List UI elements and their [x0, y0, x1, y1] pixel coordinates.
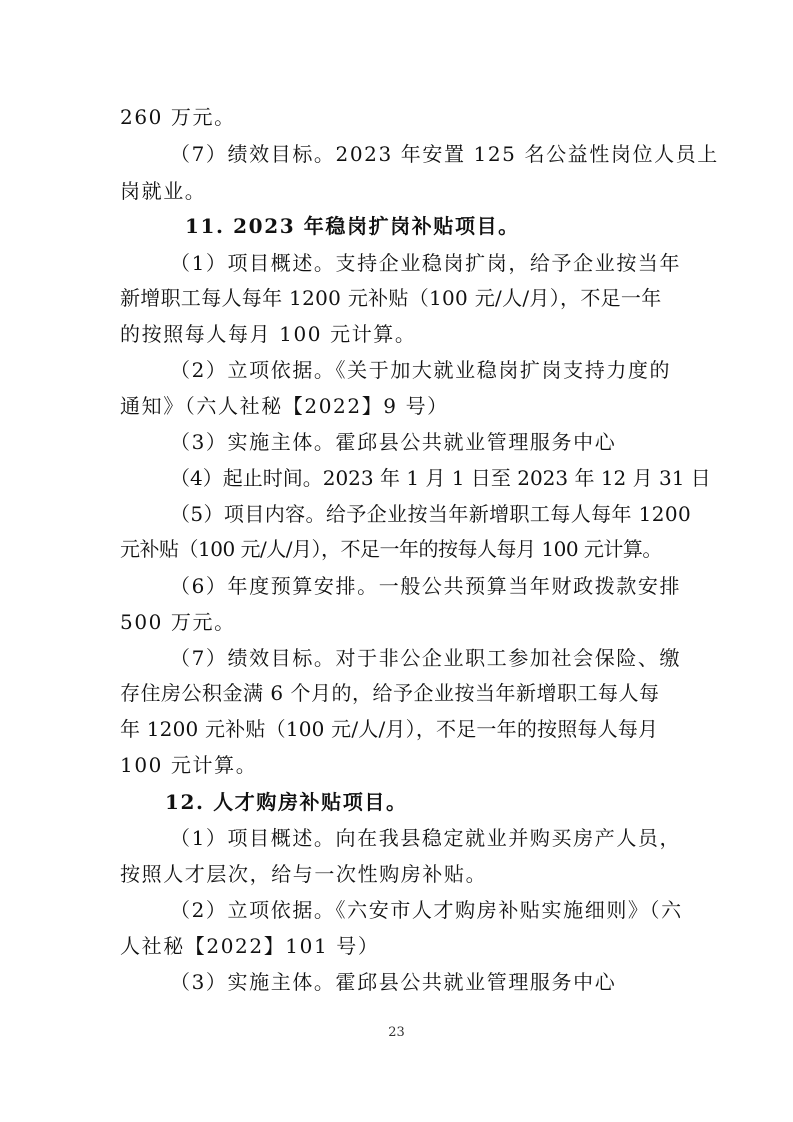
- text-line: 500 万元。: [120, 610, 236, 634]
- text-line: 年 1200 元补贴（100 元/人/月），不足一年的按照每人每月: [120, 717, 659, 741]
- text-line: 人社秘【2022】101 号）: [120, 934, 380, 958]
- text-line: （4）起止时间。2023 年 1 月 1 日至 2023 年 12 月 31 日: [170, 466, 711, 490]
- text-line: （7）绩效目标。对于非公企业职工参加社会保险、缴: [170, 646, 682, 670]
- text-line: （1）项目概述。向在我县稳定就业并购买房产人员，: [170, 826, 682, 850]
- text-line: （2）立项依据。《关于加大就业稳岗扩岗支持力度的: [170, 358, 672, 382]
- text-line: 存住房公积金满 6 个月的，给予企业按当年新增职工每人每: [120, 681, 660, 705]
- text-line: 按照人才层次，给与一次性购房补贴。: [120, 862, 488, 886]
- section-heading: 12. 人才购房补贴项目。: [165, 790, 408, 814]
- text-line: （1）项目概述。支持企业稳岗扩岗，给予企业按当年: [170, 251, 682, 275]
- text-line: （7）绩效目标。2023 年安置 125 名公益性岗位人员上: [170, 142, 719, 166]
- text-line: （3）实施主体。霍邱县公共就业管理服务中心: [170, 970, 617, 994]
- text-line: 岗就业。: [120, 179, 207, 203]
- text-line: （2）立项依据。《六安市人才购房补贴实施细则》（六: [170, 898, 683, 922]
- text-line: 260 万元。: [120, 105, 236, 129]
- text-line: 新增职工每人每年 1200 元补贴（100 元/人/月），不足一年: [120, 286, 662, 310]
- page-number: 23: [388, 1025, 405, 1040]
- text-line: （6）年度预算安排。一般公共预算当年财政拨款安排: [170, 574, 682, 598]
- text-line: （5）项目内容。给予企业按当年新增职工每人每年 1200: [170, 502, 692, 526]
- text-line: （3）实施主体。霍邱县公共就业管理服务中心: [170, 430, 617, 454]
- text-line: 100 元计算。: [120, 753, 258, 777]
- text-line: 元补贴（100 元/人/月），不足一年的按每人每月 100 元计算。: [120, 537, 662, 561]
- text-line: 通知》（六人社秘【2022】9 号）: [120, 394, 449, 418]
- section-heading: 11. 2023 年稳岗扩岗补贴项目。: [185, 214, 520, 238]
- text-line: 的按照每人每月 100 元计算。: [120, 322, 417, 346]
